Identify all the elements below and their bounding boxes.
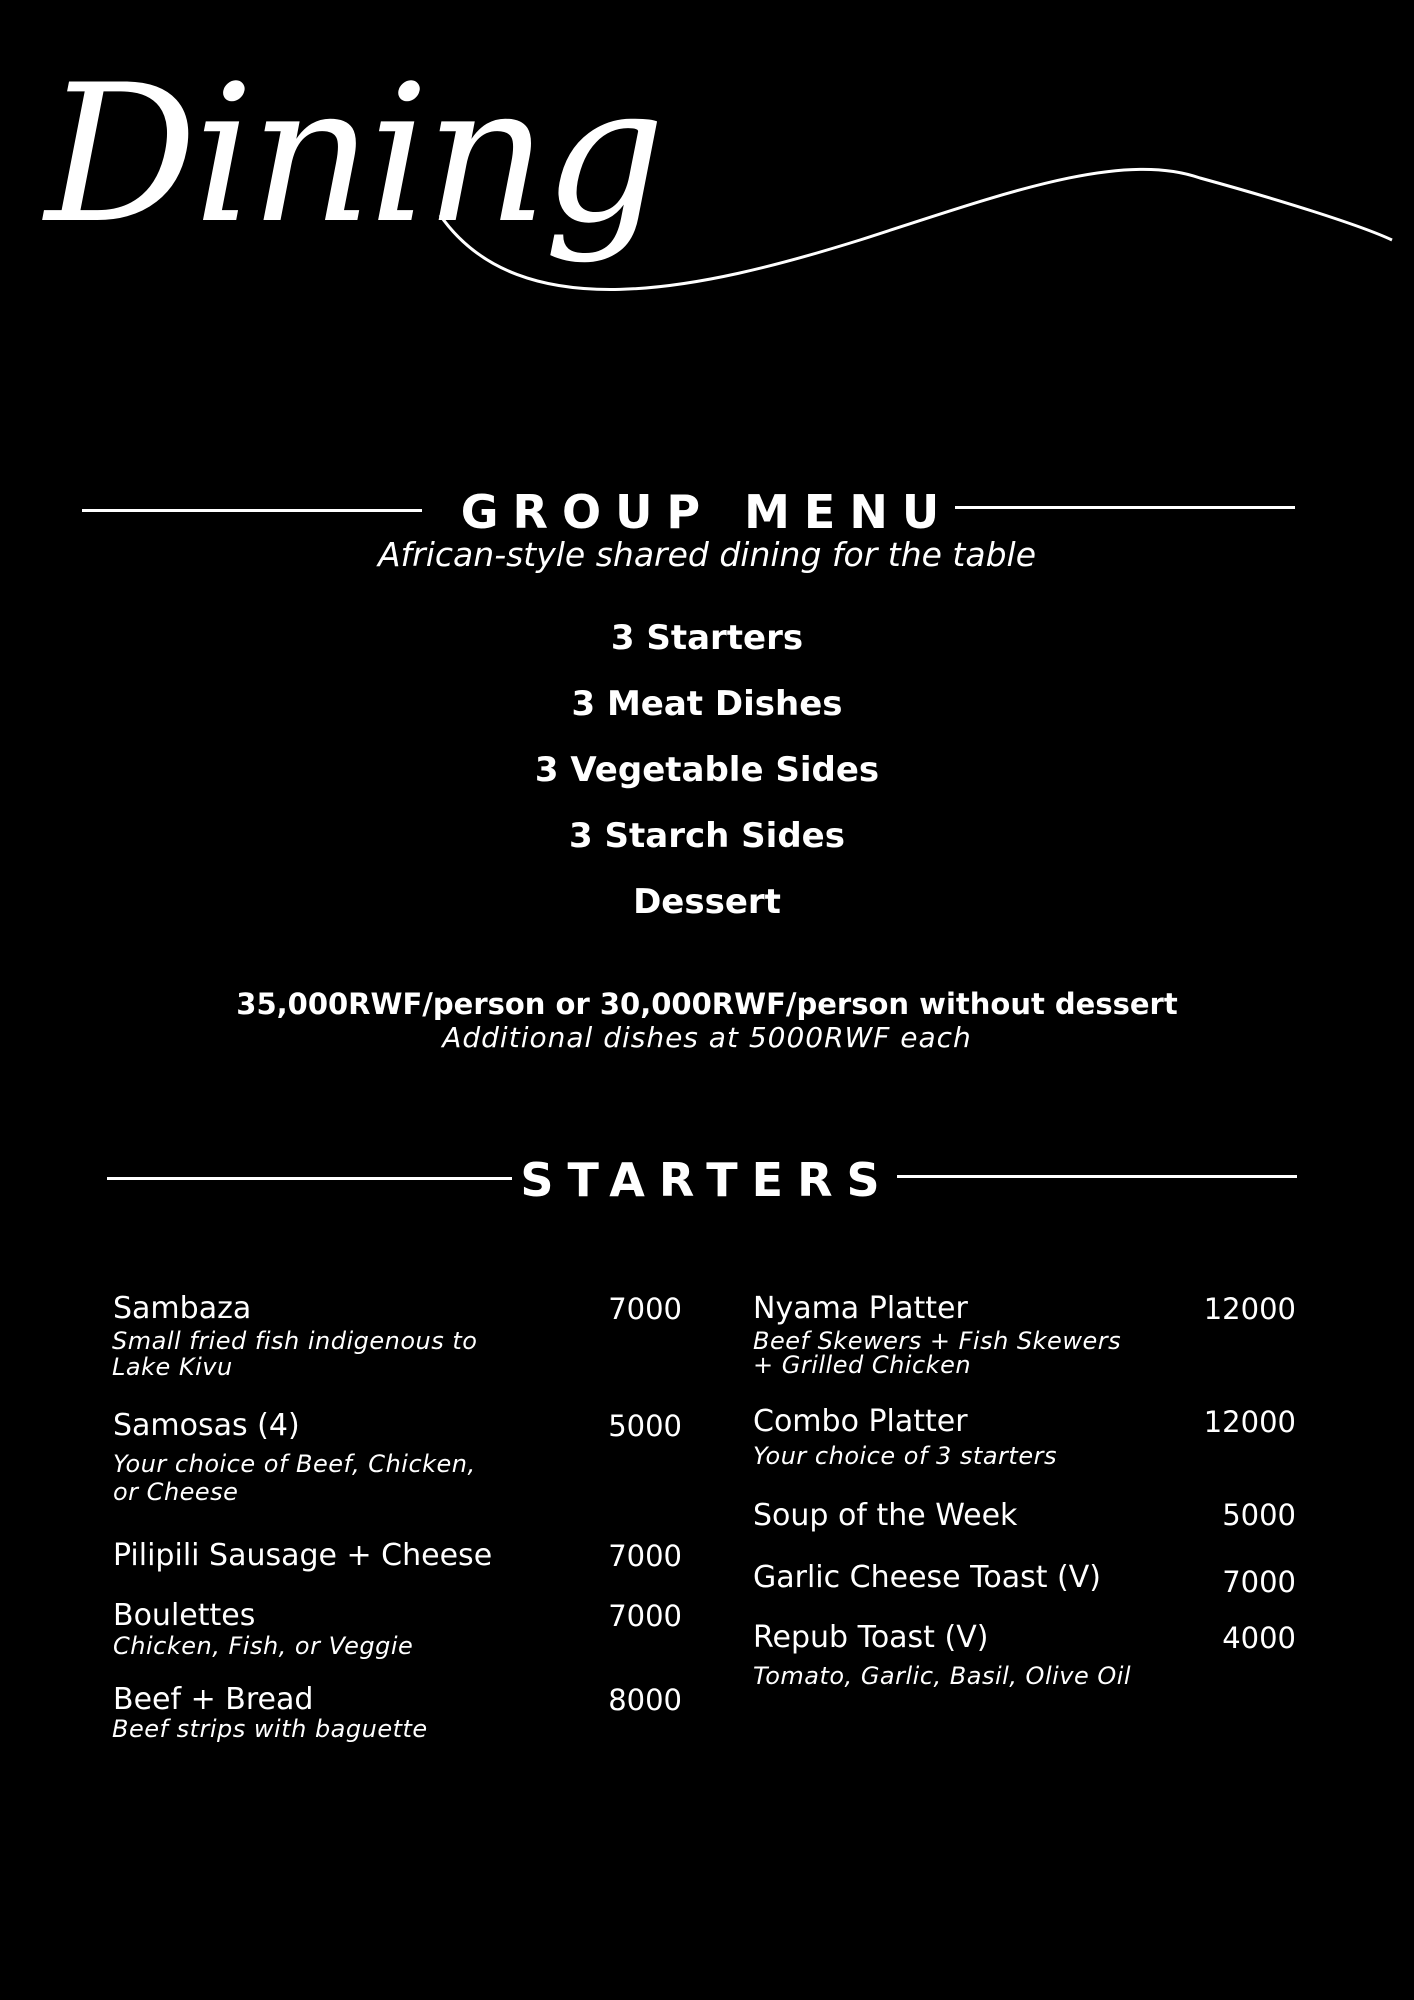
menu-item-price: 7000	[608, 1539, 682, 1573]
menu-item-price: 5000	[1222, 1498, 1296, 1532]
menu-item-name: Beef + Bread	[113, 1682, 314, 1717]
included-item: 3 Vegetable Sides	[534, 750, 880, 790]
included-item: 3 Meat Dishes	[571, 684, 843, 724]
menu-item-name: Pilipili Sausage + Cheese	[113, 1538, 493, 1573]
menu-item-description: Tomato, Garlic, Basil, Olive Oil	[753, 1662, 1132, 1690]
included-item: Dessert	[633, 882, 781, 922]
group-menu-subtitle: African-style shared dining for the table	[377, 535, 1037, 574]
group-menu-rule-right	[955, 506, 1295, 509]
included-item: 3 Starters	[610, 618, 804, 658]
menu-item-name: Boulettes	[113, 1598, 256, 1633]
group-menu-heading: GROUP MENU	[460, 485, 954, 539]
starters-rule-right	[897, 1175, 1297, 1178]
dining-title: Dining	[45, 44, 662, 265]
menu-item-price: 4000	[1222, 1621, 1296, 1655]
menu-item-description: or Cheese	[113, 1478, 239, 1506]
menu-item-description: Small fried fish indigenous to	[112, 1327, 478, 1355]
menu-item-description: Beef strips with baguette	[112, 1715, 428, 1743]
included-item: 3 Starch Sides	[569, 816, 845, 856]
group-menu-price: 35,000RWF/person or 30,000RWF/person without dessert	[236, 987, 1178, 1021]
group-menu-note: Additional dishes at 5000RWF each	[442, 1021, 972, 1054]
menu-item-description: Beef Skewers + Fish Skewers	[753, 1327, 1122, 1355]
menu-item-description: Your choice of 3 starters	[753, 1442, 1057, 1470]
menu-item-price: 12000	[1203, 1292, 1296, 1326]
menu-item-description: Chicken, Fish, or Veggie	[113, 1632, 414, 1660]
starters-heading: STARTERS	[520, 1153, 894, 1207]
title-swoosh-decoration	[0, 0, 1414, 400]
menu-item-description: Lake Kivu	[112, 1353, 233, 1381]
menu-item-price: 7000	[1222, 1565, 1296, 1599]
menu-item-price: 8000	[608, 1683, 682, 1717]
menu-item-name: Combo Platter	[753, 1404, 968, 1439]
menu-item-price: 7000	[608, 1599, 682, 1633]
menu-item-name: Sambaza	[113, 1291, 252, 1326]
menu-item-description: + Grilled Chicken	[753, 1351, 972, 1379]
menu-item-description: Your choice of Beef, Chicken,	[113, 1450, 476, 1478]
menu-item-name: Repub Toast (V)	[753, 1620, 989, 1655]
menu-item-price: 7000	[608, 1292, 682, 1326]
menu-item-name: Nyama Platter	[753, 1291, 968, 1326]
menu-item-name: Soup of the Week	[753, 1498, 1018, 1533]
menu-item-price: 5000	[608, 1409, 682, 1443]
menu-item-price: 12000	[1203, 1405, 1296, 1439]
menu-item-name: Garlic Cheese Toast (V)	[753, 1560, 1101, 1595]
menu-item-name: Samosas (4)	[113, 1408, 300, 1443]
